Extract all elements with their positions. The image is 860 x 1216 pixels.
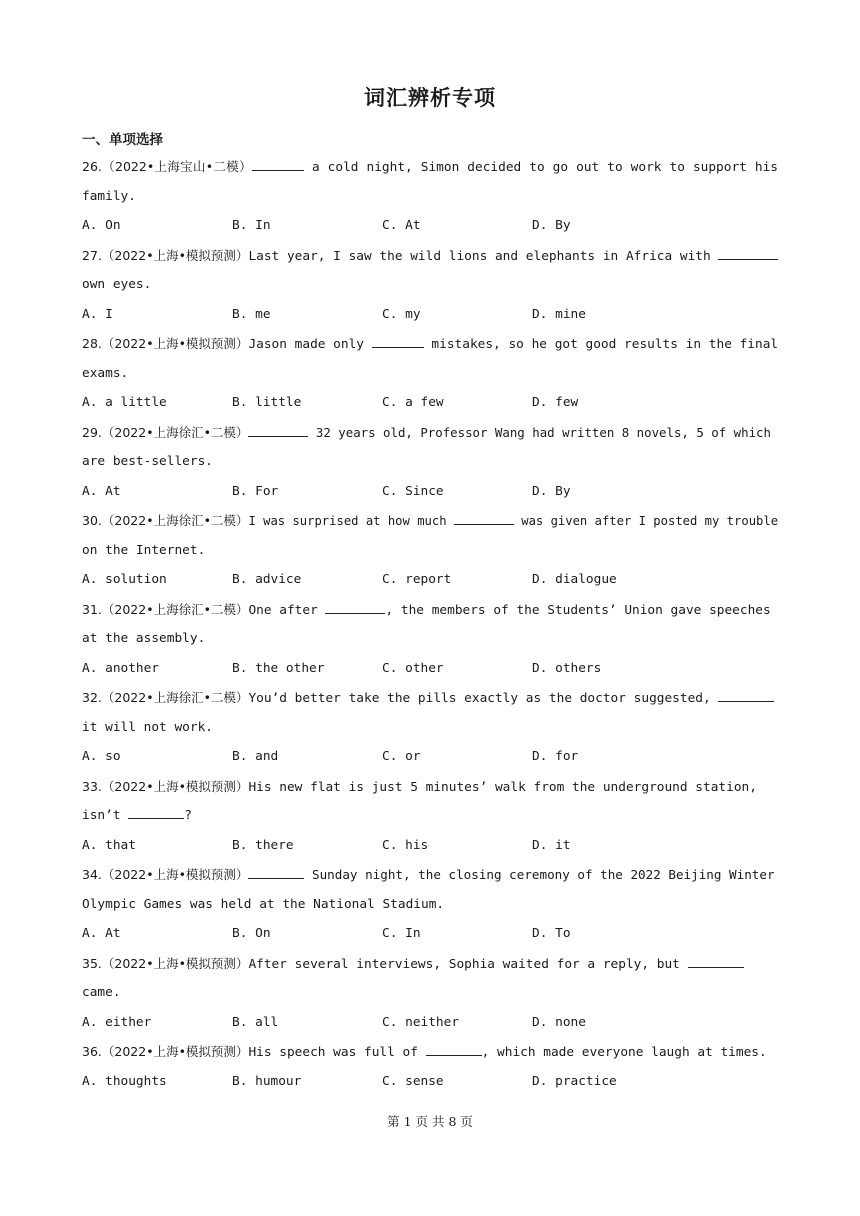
option-b[interactable]: B. For: [232, 483, 279, 499]
option-a[interactable]: A. thoughts: [82, 1073, 167, 1089]
answer-options: [82, 300, 778, 330]
question-line-2: own eyes.: [82, 277, 152, 292]
option-a[interactable]: A. At: [82, 483, 121, 499]
question-33: [82, 772, 778, 861]
option-c[interactable]: C. a few: [382, 395, 444, 410]
question-text: His speech was full of: [248, 1045, 426, 1060]
question-line: [82, 949, 778, 979]
option-b[interactable]: B. advice: [232, 572, 302, 587]
question-34: [82, 860, 778, 949]
option-a[interactable]: A. a little: [82, 395, 167, 410]
question-source: 30.（2022•上海徐汇•二模）: [82, 513, 249, 528]
question-text: You’d better take the pills exactly as the doctor suggested,: [248, 691, 719, 706]
answer-options: [82, 1067, 778, 1097]
option-b[interactable]: B. and: [232, 749, 279, 764]
question-list: [82, 152, 778, 1096]
option-d[interactable]: D. dialogue: [532, 572, 617, 587]
question-text-after: was given after I posted my trouble: [513, 514, 778, 528]
question-text-after: ?: [184, 808, 192, 823]
question-text: a cold night, Simon decided to go out to work to support his: [303, 160, 778, 175]
option-b[interactable]: B. all: [232, 1014, 279, 1030]
answer-blank: [325, 601, 385, 614]
option-c[interactable]: C. his: [382, 837, 429, 853]
option-c[interactable]: C. In: [382, 926, 421, 941]
question-32: [82, 683, 778, 772]
answer-blank: [688, 955, 744, 968]
option-c[interactable]: C. other: [382, 660, 444, 676]
question-text-after: , which made everyone laugh at times.: [481, 1045, 767, 1060]
option-a[interactable]: A. I: [82, 306, 113, 322]
option-b[interactable]: B. the other: [232, 660, 325, 676]
option-d[interactable]: D. To: [532, 926, 571, 941]
option-b[interactable]: B. me: [232, 306, 271, 322]
question-text-after: mistakes, so he got good results in the final: [423, 337, 778, 352]
answer-options: [82, 1008, 778, 1038]
question-source: 27.（2022•上海•模拟预测）: [82, 247, 249, 263]
option-b[interactable]: B. In: [232, 218, 271, 233]
answer-blank: [248, 867, 304, 879]
question-source: 29.（2022•上海徐汇•二模）: [82, 424, 249, 440]
option-a[interactable]: A. another: [82, 660, 160, 676]
option-c[interactable]: C. sense: [382, 1073, 444, 1089]
option-d[interactable]: D. By: [532, 218, 571, 233]
question-line: [82, 418, 778, 448]
question-line-2: it will not work.: [82, 719, 213, 735]
answer-options: [82, 477, 778, 507]
question-source: 36.（2022•上海•模拟预测）: [82, 1044, 249, 1059]
question-line: [82, 506, 778, 536]
option-c[interactable]: C. or: [382, 749, 421, 764]
question-27: [82, 241, 778, 330]
question-28: [82, 329, 778, 418]
answer-blank: [128, 806, 184, 819]
question-line-2: on the Internet.: [82, 542, 206, 558]
question-line: [82, 595, 778, 625]
question-line-2: family.: [82, 188, 136, 204]
answer-blank: [248, 424, 308, 436]
question-text: Last year, I saw the wild lions and elephants in Africa with: [248, 248, 719, 264]
question-text: I was surprised at how much: [248, 514, 454, 528]
option-d[interactable]: D. By: [532, 483, 571, 499]
option-c[interactable]: C. my: [382, 306, 421, 322]
answer-blank: [718, 247, 778, 260]
question-30: [82, 506, 778, 595]
question-text: isn’t: [82, 808, 129, 823]
question-source: 28.（2022•上海•模拟预测）: [82, 336, 249, 351]
question-line: [82, 1037, 778, 1067]
section-heading: 一、单项选择: [82, 132, 163, 148]
question-line: [82, 241, 778, 271]
option-c[interactable]: C. neither: [382, 1014, 460, 1030]
option-a[interactable]: A. that: [82, 837, 136, 853]
question-line-2: are best-sellers.: [82, 454, 213, 469]
page-number: 第 1 页 共 8 页: [387, 1114, 473, 1129]
question-line-2: [82, 801, 778, 831]
question-31: [82, 595, 778, 684]
option-b[interactable]: B. there: [232, 837, 294, 853]
question-line-2: came.: [82, 985, 121, 1000]
question-line: [82, 152, 778, 182]
answer-blank: [252, 158, 304, 171]
answer-options: [82, 211, 778, 241]
option-c[interactable]: C. report: [382, 572, 452, 587]
question-line: [82, 860, 778, 890]
question-text: Sunday night, the closing ceremony of the 2022 Beijing Winter: [304, 867, 775, 882]
option-d[interactable]: D. it: [532, 837, 571, 853]
question-source: 32.（2022•上海徐汇•二模）: [82, 690, 249, 705]
question-source: 34.（2022•上海•模拟预测）: [82, 867, 249, 882]
question-text: His new flat is just 5 minutes’ walk from the underground station,: [248, 779, 757, 795]
option-a[interactable]: A. On: [82, 218, 121, 233]
question-line-2: Olympic Games was held at the National Stadium.: [82, 896, 445, 912]
answer-options: [82, 742, 778, 772]
question-line: [82, 683, 778, 713]
question-line: [82, 772, 778, 802]
question-source: 35.（2022•上海•模拟预测）: [82, 955, 249, 971]
question-29: [82, 418, 778, 507]
answer-options: [82, 831, 778, 861]
question-line-2: at the assembly.: [82, 631, 206, 646]
option-b[interactable]: B. little: [232, 395, 302, 410]
question-line-2: exams.: [82, 365, 129, 381]
question-source: 33.（2022•上海•模拟预测）: [82, 778, 249, 794]
question-text: 32 years old, Professor Wang had written 8 novels, 5 of which: [308, 424, 771, 440]
answer-blank: [454, 513, 514, 525]
option-c[interactable]: C. Since: [382, 483, 444, 499]
question-source: 31.（2022•上海徐汇•二模）: [82, 601, 249, 617]
question-source: 26.（2022•上海宝山•二模）: [82, 159, 252, 174]
option-d[interactable]: D. none: [532, 1014, 586, 1030]
question-text: Jason made only: [248, 337, 372, 352]
question-text: After several interviews, Sophia waited for a reply, but: [248, 956, 688, 972]
answer-blank: [718, 689, 774, 702]
option-d[interactable]: D. practice: [532, 1073, 617, 1089]
answer-options: [82, 565, 778, 595]
question-36: [82, 1037, 778, 1096]
answer-options: [82, 388, 778, 418]
option-a[interactable]: A. solution: [82, 572, 167, 587]
question-35: [82, 949, 778, 1038]
option-d[interactable]: D. for: [532, 749, 579, 764]
option-a[interactable]: A. At: [82, 926, 121, 941]
option-a[interactable]: A. so: [82, 749, 121, 764]
question-text-after: , the members of the Students’ Union gave speeches: [385, 602, 771, 618]
question-line: [82, 329, 778, 359]
option-d[interactable]: D. mine: [532, 306, 586, 322]
option-a[interactable]: A. either: [82, 1014, 152, 1030]
answer-options: [82, 919, 778, 949]
answer-options: [82, 654, 778, 684]
option-b[interactable]: B. humour: [232, 1073, 302, 1089]
option-c[interactable]: C. At: [382, 218, 421, 233]
question-26: [82, 152, 778, 241]
page-title: 词汇辨析专项: [364, 86, 496, 110]
answer-blank: [426, 1043, 482, 1056]
answer-blank: [372, 335, 424, 348]
question-text: One after: [248, 602, 326, 618]
option-d[interactable]: D. few: [532, 395, 579, 410]
option-d[interactable]: D. others: [532, 660, 602, 676]
option-b[interactable]: B. On: [232, 926, 271, 941]
